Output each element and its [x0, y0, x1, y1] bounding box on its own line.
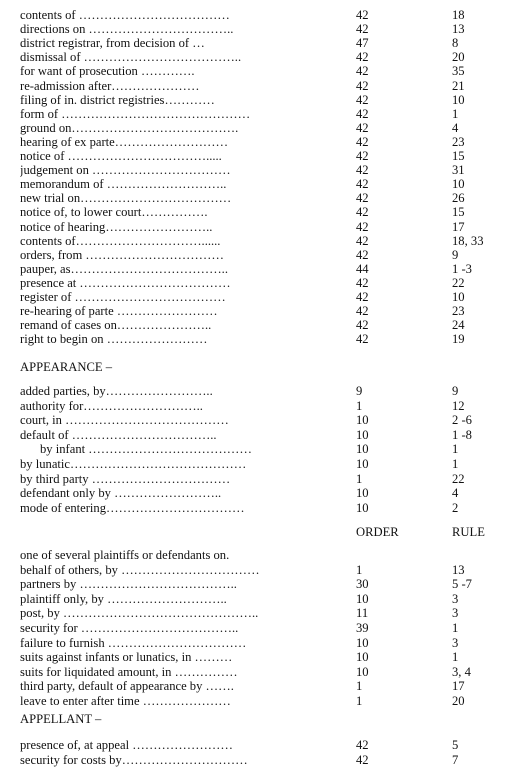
- index-entry: authority for………………………..: [20, 398, 203, 413]
- order-number: 42: [356, 332, 369, 347]
- index-row: [0, 135, 513, 150]
- index-row: [0, 36, 513, 51]
- order-number: 42: [356, 50, 369, 65]
- rule-number: 1 -8: [452, 427, 472, 442]
- order-number: 42: [356, 22, 369, 37]
- order-number: 10: [356, 427, 369, 442]
- order-number: 47: [356, 36, 369, 51]
- order-number: 42: [356, 233, 369, 248]
- index-entry: leave to enter after time …………………: [20, 694, 231, 708]
- index-entry: presence at ………………………………: [20, 275, 231, 290]
- index-row: [0, 64, 513, 79]
- index-entry: default of ……………………………..: [20, 427, 217, 442]
- index-entry: notice of …………………………….....: [20, 149, 222, 163]
- rule-number: 3: [452, 591, 459, 606]
- index-row: [0, 472, 513, 487]
- index-row: [0, 694, 513, 709]
- index-entry: remand of cases on…………………..: [20, 318, 212, 333]
- rule-number: 5 -7: [452, 577, 472, 592]
- index-row: [0, 8, 513, 23]
- rule-number: 26: [452, 191, 465, 206]
- order-number: 42: [356, 149, 369, 163]
- index-row: [0, 636, 513, 651]
- section-heading: APPELLANT –: [20, 712, 102, 726]
- index-entry: judgement on ……………………………: [20, 163, 231, 178]
- order-number: 42: [356, 191, 369, 206]
- order-number: 11: [356, 606, 369, 621]
- index-row: [0, 220, 513, 235]
- index-row: [0, 384, 513, 399]
- index-entry: mode of entering……………………………: [20, 500, 245, 515]
- rule-number: 12: [452, 398, 465, 413]
- rule-number: 4: [452, 486, 459, 501]
- index-entry: presence of, at appeal ……………………: [20, 738, 233, 752]
- order-number: 42: [356, 753, 369, 767]
- index-row: [0, 234, 513, 249]
- index-row: [0, 621, 513, 636]
- order-number: 42: [356, 304, 369, 319]
- index-row: [0, 606, 513, 621]
- rule-number: 13: [452, 22, 465, 37]
- index-entry: register of ………………………………: [20, 290, 226, 304]
- rule-number: 4: [452, 120, 459, 135]
- index-row: [0, 753, 513, 768]
- order-number: 39: [356, 621, 369, 635]
- index-entry: for want of prosecution ………….: [20, 64, 195, 79]
- index-row: [0, 50, 513, 65]
- rule-number: 20: [452, 694, 465, 708]
- index-entry: re-admission after…………………: [20, 78, 200, 93]
- index-entry: dismissal of ………………………………..: [20, 50, 242, 65]
- rule-number: 35: [452, 64, 465, 79]
- order-number: 42: [356, 163, 369, 178]
- index-row: [0, 399, 513, 414]
- rule-number: 1: [452, 650, 459, 665]
- rule-number: 8: [452, 36, 459, 51]
- index-row: [0, 413, 513, 428]
- index-entry: by lunatic……………………………………: [20, 457, 247, 471]
- order-number: 10: [356, 500, 369, 515]
- index-row: [0, 486, 513, 501]
- rule-number: 13: [452, 562, 465, 577]
- rule-number: 2: [452, 500, 459, 515]
- order-number: 42: [356, 64, 369, 79]
- index-row: [0, 163, 513, 178]
- order-number: 42: [356, 738, 369, 752]
- order-number: 1: [356, 679, 363, 694]
- rule-number: 7: [452, 753, 459, 767]
- rule-number: 10: [452, 290, 465, 304]
- index-entry: ground on………………………………….: [20, 120, 239, 135]
- index-row: [0, 22, 513, 37]
- index-entry: notice of hearing……………………..: [20, 219, 213, 234]
- order-number: 42: [356, 78, 369, 93]
- index-entry: third party, default of appearance by …….: [20, 679, 234, 694]
- index-row: [0, 665, 513, 680]
- order-number: 10: [356, 650, 369, 665]
- index-entry: court, in …………………………………: [20, 413, 229, 428]
- index-row: [0, 276, 513, 291]
- index-entry: security for ………………………………..: [20, 621, 239, 635]
- index-row: [0, 332, 513, 347]
- rule-number: 21: [452, 78, 465, 93]
- index-entry: partners by ………………………………..: [20, 577, 237, 592]
- index-entry: new trial on………………………………: [20, 191, 232, 206]
- index-entry: added parties, by……………………..: [20, 384, 213, 398]
- index-entry: right to begin on ……………………: [20, 332, 208, 347]
- rule-number: 9: [452, 247, 459, 262]
- index-entry: filing of in. district registries…………: [20, 92, 215, 107]
- index-row: [0, 205, 513, 220]
- index-row: [0, 121, 513, 136]
- order-number: 10: [356, 591, 369, 606]
- index-entry: by infant …………………………………: [40, 442, 252, 457]
- order-number: 1: [356, 694, 363, 708]
- section-heading: APPEARANCE –: [20, 360, 113, 374]
- rule-number: 15: [452, 205, 465, 220]
- index-row: [0, 318, 513, 333]
- column-header-row: [0, 525, 513, 540]
- index-entry: hearing of ex parte………………………: [20, 134, 229, 149]
- index-entry: security for costs by…………………………: [20, 753, 248, 767]
- rule-number: 1: [452, 457, 459, 471]
- order-number: 42: [356, 290, 369, 304]
- index-row: [0, 93, 513, 108]
- order-number: 42: [356, 205, 369, 220]
- order-number: 42: [356, 247, 369, 262]
- index-entry: pauper, as………………………………..: [20, 261, 228, 276]
- rule-number: 19: [452, 332, 465, 347]
- index-entry: directions on ……………………………..: [20, 22, 234, 37]
- rule-number: 17: [452, 679, 465, 694]
- index-entry: failure to furnish ……………………………: [20, 635, 247, 650]
- rule-number: 10: [452, 92, 465, 107]
- index-entry: behalf of others, by ……………………………: [20, 562, 260, 577]
- order-number: 1: [356, 398, 363, 413]
- order-column-header: ORDER: [356, 525, 399, 539]
- section-heading-row: [0, 712, 513, 727]
- order-number: 1: [356, 471, 363, 486]
- index-row: [0, 650, 513, 665]
- order-number: 42: [356, 318, 369, 333]
- rule-number: 5: [452, 738, 459, 752]
- order-number: 10: [356, 635, 369, 650]
- order-number: 10: [356, 442, 369, 457]
- index-row: [0, 79, 513, 94]
- rule-number: 20: [452, 50, 465, 65]
- rule-number: 15: [452, 149, 465, 163]
- index-row: [0, 107, 513, 122]
- index-entry: post, by ………………………………………..: [20, 606, 259, 621]
- order-number: 42: [356, 177, 369, 192]
- index-entry: form of ………………………………………: [20, 106, 251, 121]
- index-entry: contents of…………………………......: [20, 233, 221, 248]
- rule-number: 23: [452, 134, 465, 149]
- index-row: [0, 577, 513, 592]
- index-row: [0, 191, 513, 206]
- order-number: 42: [356, 134, 369, 149]
- rule-number: 1 -3: [452, 261, 472, 276]
- rule-number: 31: [452, 163, 465, 178]
- index-row: [0, 304, 513, 319]
- index-row: [0, 442, 513, 457]
- order-number: 10: [356, 457, 369, 471]
- index-row: [0, 501, 513, 516]
- index-entry: suits for liquidated amount, in ……………: [20, 664, 238, 679]
- order-number: 44: [356, 261, 369, 276]
- rule-number: 3: [452, 606, 459, 621]
- index-entry: notice of, to lower court…………….: [20, 205, 208, 220]
- index-row: [0, 149, 513, 164]
- rule-number: 24: [452, 318, 465, 333]
- order-number: 10: [356, 486, 369, 501]
- order-number: 9: [356, 384, 363, 398]
- index-row: [0, 548, 513, 563]
- index-entry: district registrar, from decision of …: [20, 36, 205, 51]
- order-number: 42: [356, 8, 369, 22]
- index-row: [0, 177, 513, 192]
- index-row: [0, 592, 513, 607]
- index-row: [0, 563, 513, 578]
- order-number: 42: [356, 106, 369, 121]
- rule-number: 1: [452, 106, 459, 121]
- index-entry-intro: one of several plaintiffs or defendants on.: [20, 548, 230, 562]
- order-number: 1: [356, 562, 363, 577]
- index-entry: plaintiff only, by ………………………..: [20, 591, 227, 606]
- order-number: 10: [356, 413, 369, 428]
- order-number: 42: [356, 92, 369, 107]
- index-entry: defendant only by ……………………..: [20, 486, 222, 501]
- order-number: 42: [356, 275, 369, 290]
- index-row: [0, 679, 513, 694]
- rule-number: 9: [452, 384, 459, 398]
- index-entry: suits against infants or lunatics, in ………: [20, 650, 233, 665]
- rule-number: 2 -6: [452, 413, 472, 428]
- order-number: 30: [356, 577, 369, 592]
- rule-number: 22: [452, 275, 465, 290]
- index-entry: orders, from ……………………………: [20, 247, 224, 262]
- rule-number: 17: [452, 219, 465, 234]
- index-entry: re-hearing of parte ……………………: [20, 304, 218, 319]
- rule-number: 3, 4: [452, 664, 471, 679]
- order-number: 42: [356, 120, 369, 135]
- rule-number: 10: [452, 177, 465, 192]
- rule-number: 3: [452, 635, 459, 650]
- rule-number: 23: [452, 304, 465, 319]
- index-entry: contents of ………………………………: [20, 8, 230, 22]
- index-row: [0, 738, 513, 753]
- index-row: [0, 262, 513, 277]
- rule-number: 22: [452, 471, 465, 486]
- rule-column-header: RULE: [452, 525, 485, 539]
- index-row: [0, 290, 513, 305]
- order-number: 10: [356, 664, 369, 679]
- order-number: 42: [356, 219, 369, 234]
- index-row: [0, 457, 513, 472]
- rule-number: 18, 33: [452, 233, 484, 248]
- rule-number: 1: [452, 621, 459, 635]
- rule-number: 18: [452, 8, 465, 22]
- index-entry: memorandum of ………………………..: [20, 177, 227, 192]
- section-heading-row: [0, 360, 513, 375]
- index-entry: by third party ……………………………: [20, 471, 231, 486]
- index-row: [0, 428, 513, 443]
- rule-number: 1: [452, 442, 459, 457]
- index-row: [0, 248, 513, 263]
